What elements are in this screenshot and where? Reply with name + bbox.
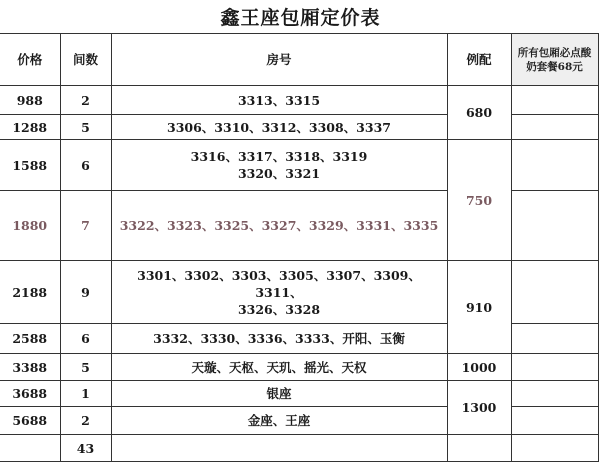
- note-cell: [511, 407, 598, 435]
- rooms-cell: [111, 115, 447, 140]
- note-cell: [511, 324, 598, 354]
- rooms-cell: [111, 191, 447, 261]
- price-cell: 3388: [0, 354, 60, 381]
- min-spend-cell: 1000: [447, 354, 511, 381]
- note-cell: [511, 191, 598, 261]
- note-cell: [511, 381, 598, 407]
- total-row: [0, 435, 598, 462]
- min-spend-cell: 1300: [447, 381, 511, 435]
- price-cell: 2188: [0, 261, 60, 324]
- header-min-spend: 例配: [447, 34, 511, 86]
- rooms-cell: [111, 261, 447, 324]
- min-spend-cell: 910: [447, 261, 511, 354]
- price-cell: 1288: [0, 115, 60, 140]
- rooms-line: 3301、3302、3303、3305、3307、3309、3311、: [137, 267, 421, 300]
- note-cell: [511, 86, 598, 115]
- min-spend-cell: 680: [447, 86, 511, 140]
- count-cell: 7: [60, 191, 111, 261]
- rooms-line: 天璇、天枢、天玑、摇光、天权: [191, 359, 367, 375]
- price-cell: 988: [0, 86, 60, 115]
- count-cell: 5: [60, 354, 111, 381]
- header-note: 所有包厢必点酸奶套餐68元: [511, 34, 598, 86]
- count-cell: 6: [60, 140, 111, 191]
- price-table: [0, 33, 599, 462]
- table-row: [0, 354, 598, 381]
- count-cell: 1: [60, 381, 111, 407]
- rooms-line: 3322、3323、3325、3327、3329、3331、3335: [119, 218, 439, 233]
- rooms-line: 3313、3315: [237, 92, 321, 108]
- price-cell: 1588: [0, 140, 60, 191]
- note-cell: [511, 354, 598, 381]
- rooms-line: 金座、王座: [247, 413, 311, 428]
- rooms-line: 银座: [266, 386, 292, 401]
- rooms-line: 3332、3330、3336、3333、开阳、玉衡: [153, 331, 405, 346]
- count-cell: 2: [60, 407, 111, 435]
- price-cell: 2588: [0, 324, 60, 354]
- rooms-cell: [111, 324, 447, 354]
- count-cell: 2: [60, 86, 111, 115]
- count-cell: 6: [60, 324, 111, 354]
- price-cell: 5688: [0, 407, 60, 435]
- rooms-line: 3306、3310、3312、3308、3337: [167, 119, 391, 135]
- rooms-cell: [111, 354, 447, 381]
- price-cell: 1880: [0, 191, 60, 261]
- rooms-line: 3316、3317、3318、3319: [190, 149, 368, 164]
- table-row: [0, 261, 598, 324]
- rooms-cell: [111, 86, 447, 115]
- rooms-cell: [111, 140, 447, 191]
- header-price: 价格: [0, 34, 60, 86]
- rooms-cell: [111, 381, 447, 407]
- count-cell: 5: [60, 115, 111, 140]
- table-row: [0, 381, 598, 407]
- total-price-cell: [0, 435, 60, 462]
- note-cell: [511, 261, 598, 324]
- price-cell: 3688: [0, 381, 60, 407]
- note-cell: [511, 115, 598, 140]
- page-title: 鑫王座包厢定价表: [220, 7, 381, 29]
- table-row: [0, 86, 598, 115]
- min-spend-cell: 750: [447, 140, 511, 261]
- rooms-line: 3326、3328: [237, 301, 321, 317]
- total-note-cell: [511, 435, 598, 462]
- note-cell: [511, 140, 598, 191]
- total-rooms-cell: [111, 435, 447, 462]
- header-rooms: 房号: [111, 34, 447, 86]
- rooms-cell: [111, 407, 447, 435]
- total-min-spend-cell: [447, 435, 511, 462]
- rooms-line: 3320、3321: [237, 166, 321, 181]
- count-cell: 9: [60, 261, 111, 324]
- header-count: 间数: [60, 34, 111, 86]
- header-row: [0, 34, 598, 86]
- table-row: [0, 140, 598, 191]
- total-count-cell: 43: [60, 435, 111, 462]
